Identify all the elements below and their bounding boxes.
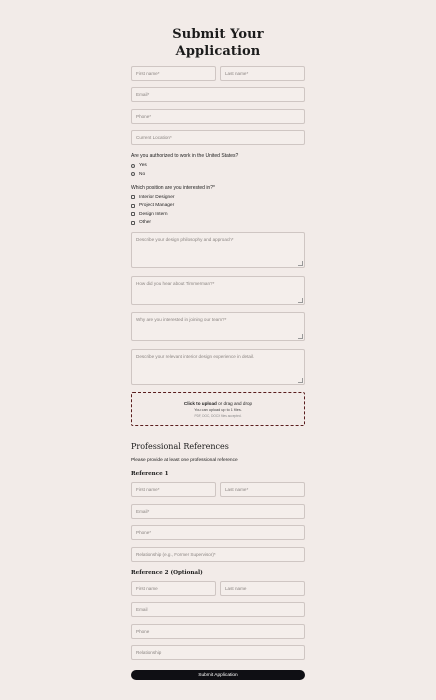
references-note: Please provide at least one professional reference	[131, 458, 238, 464]
resize-handle-icon[interactable]	[298, 378, 303, 383]
position-question: Which position are you interested in?*	[131, 184, 215, 191]
checkbox-icon[interactable]	[131, 212, 135, 216]
ref1-first-name-input[interactable]: First name*	[131, 482, 216, 497]
resize-handle-icon[interactable]	[298, 298, 303, 303]
option-label: Design Intern	[139, 211, 168, 217]
position-design-intern[interactable]	[131, 212, 305, 217]
ref1-email-input[interactable]: Email*	[131, 504, 305, 519]
upload-instruction	[184, 401, 252, 406]
textarea-placeholder: How did you hear about Timmerman?*	[136, 280, 215, 286]
click-to-upload-link[interactable]: Click to upload	[183, 400, 217, 406]
option-label: No	[139, 171, 146, 177]
application-form	[131, 26, 305, 680]
resize-handle-icon[interactable]	[298, 261, 303, 266]
experience-textarea[interactable]	[131, 349, 305, 385]
position-interior-designer[interactable]	[131, 195, 305, 200]
textarea-placeholder: Describe your design philosophy and approach*	[136, 237, 234, 243]
ref2-last-name-input[interactable]: Last name	[220, 581, 305, 596]
radio-icon[interactable]	[131, 164, 135, 168]
checkbox-icon[interactable]	[131, 221, 135, 225]
option-label: Yes	[139, 163, 147, 168]
resize-handle-icon[interactable]	[298, 334, 303, 339]
position-other[interactable]	[131, 220, 305, 225]
references-heading: Professional References	[131, 442, 229, 452]
hear-about-textarea[interactable]	[131, 276, 305, 305]
textarea-placeholder: Why are you interested in joining our team?*	[136, 317, 227, 323]
last-name-input[interactable]: Last name*	[220, 66, 305, 81]
ref1-relationship-input[interactable]: Relationship (e.g., Former Supervisor)*	[131, 547, 305, 562]
checkbox-icon[interactable]	[131, 204, 135, 208]
authorization-question: Are you authorized to work in the United States?	[131, 153, 239, 159]
upload-types-text: PDF, DOC, DOCX files accepted.	[194, 413, 242, 418]
page-title: Submit Your Application	[172, 27, 264, 59]
ref2-phone-input[interactable]: Phone	[131, 624, 305, 639]
authorization-yes-option[interactable]	[131, 163, 305, 168]
checkbox-icon[interactable]	[131, 195, 135, 199]
ref1-name-row	[131, 482, 305, 497]
upload-limit-text: You can upload up to 1 files.	[194, 407, 242, 412]
submit-application-button[interactable]: Submit Application	[131, 670, 305, 680]
location-input[interactable]: Current Location*	[131, 130, 305, 145]
first-name-input[interactable]: First name*	[131, 66, 216, 81]
phone-input[interactable]: Phone*	[131, 109, 305, 124]
authorization-no-option[interactable]	[131, 172, 305, 177]
name-row	[131, 66, 305, 81]
position-project-manager[interactable]	[131, 203, 305, 208]
ref2-first-name-input[interactable]: First name	[131, 581, 216, 596]
reference-1-title: Reference 1	[131, 471, 169, 478]
option-label: Interior Designer	[139, 194, 175, 200]
ref2-relationship-input[interactable]: Relationship	[131, 645, 305, 660]
ref2-email-input[interactable]: Email	[131, 602, 305, 617]
option-label: Other	[139, 220, 151, 226]
ref1-phone-input[interactable]: Phone*	[131, 525, 305, 540]
reference-2-title: Reference 2 (Optional)	[131, 569, 203, 576]
option-label: Project Manager	[139, 203, 175, 209]
philosophy-textarea[interactable]	[131, 232, 305, 268]
textarea-placeholder: Describe your relevant interior design experience in detail.	[136, 353, 255, 359]
email-input[interactable]: Email*	[131, 87, 305, 102]
file-upload-dropzone[interactable]	[131, 392, 305, 426]
ref2-name-row	[131, 581, 305, 596]
drag-drop-text: or drag and drop	[216, 400, 253, 406]
ref1-last-name-input[interactable]: Last name*	[220, 482, 305, 497]
why-join-textarea[interactable]	[131, 312, 305, 341]
radio-icon[interactable]	[131, 172, 135, 176]
